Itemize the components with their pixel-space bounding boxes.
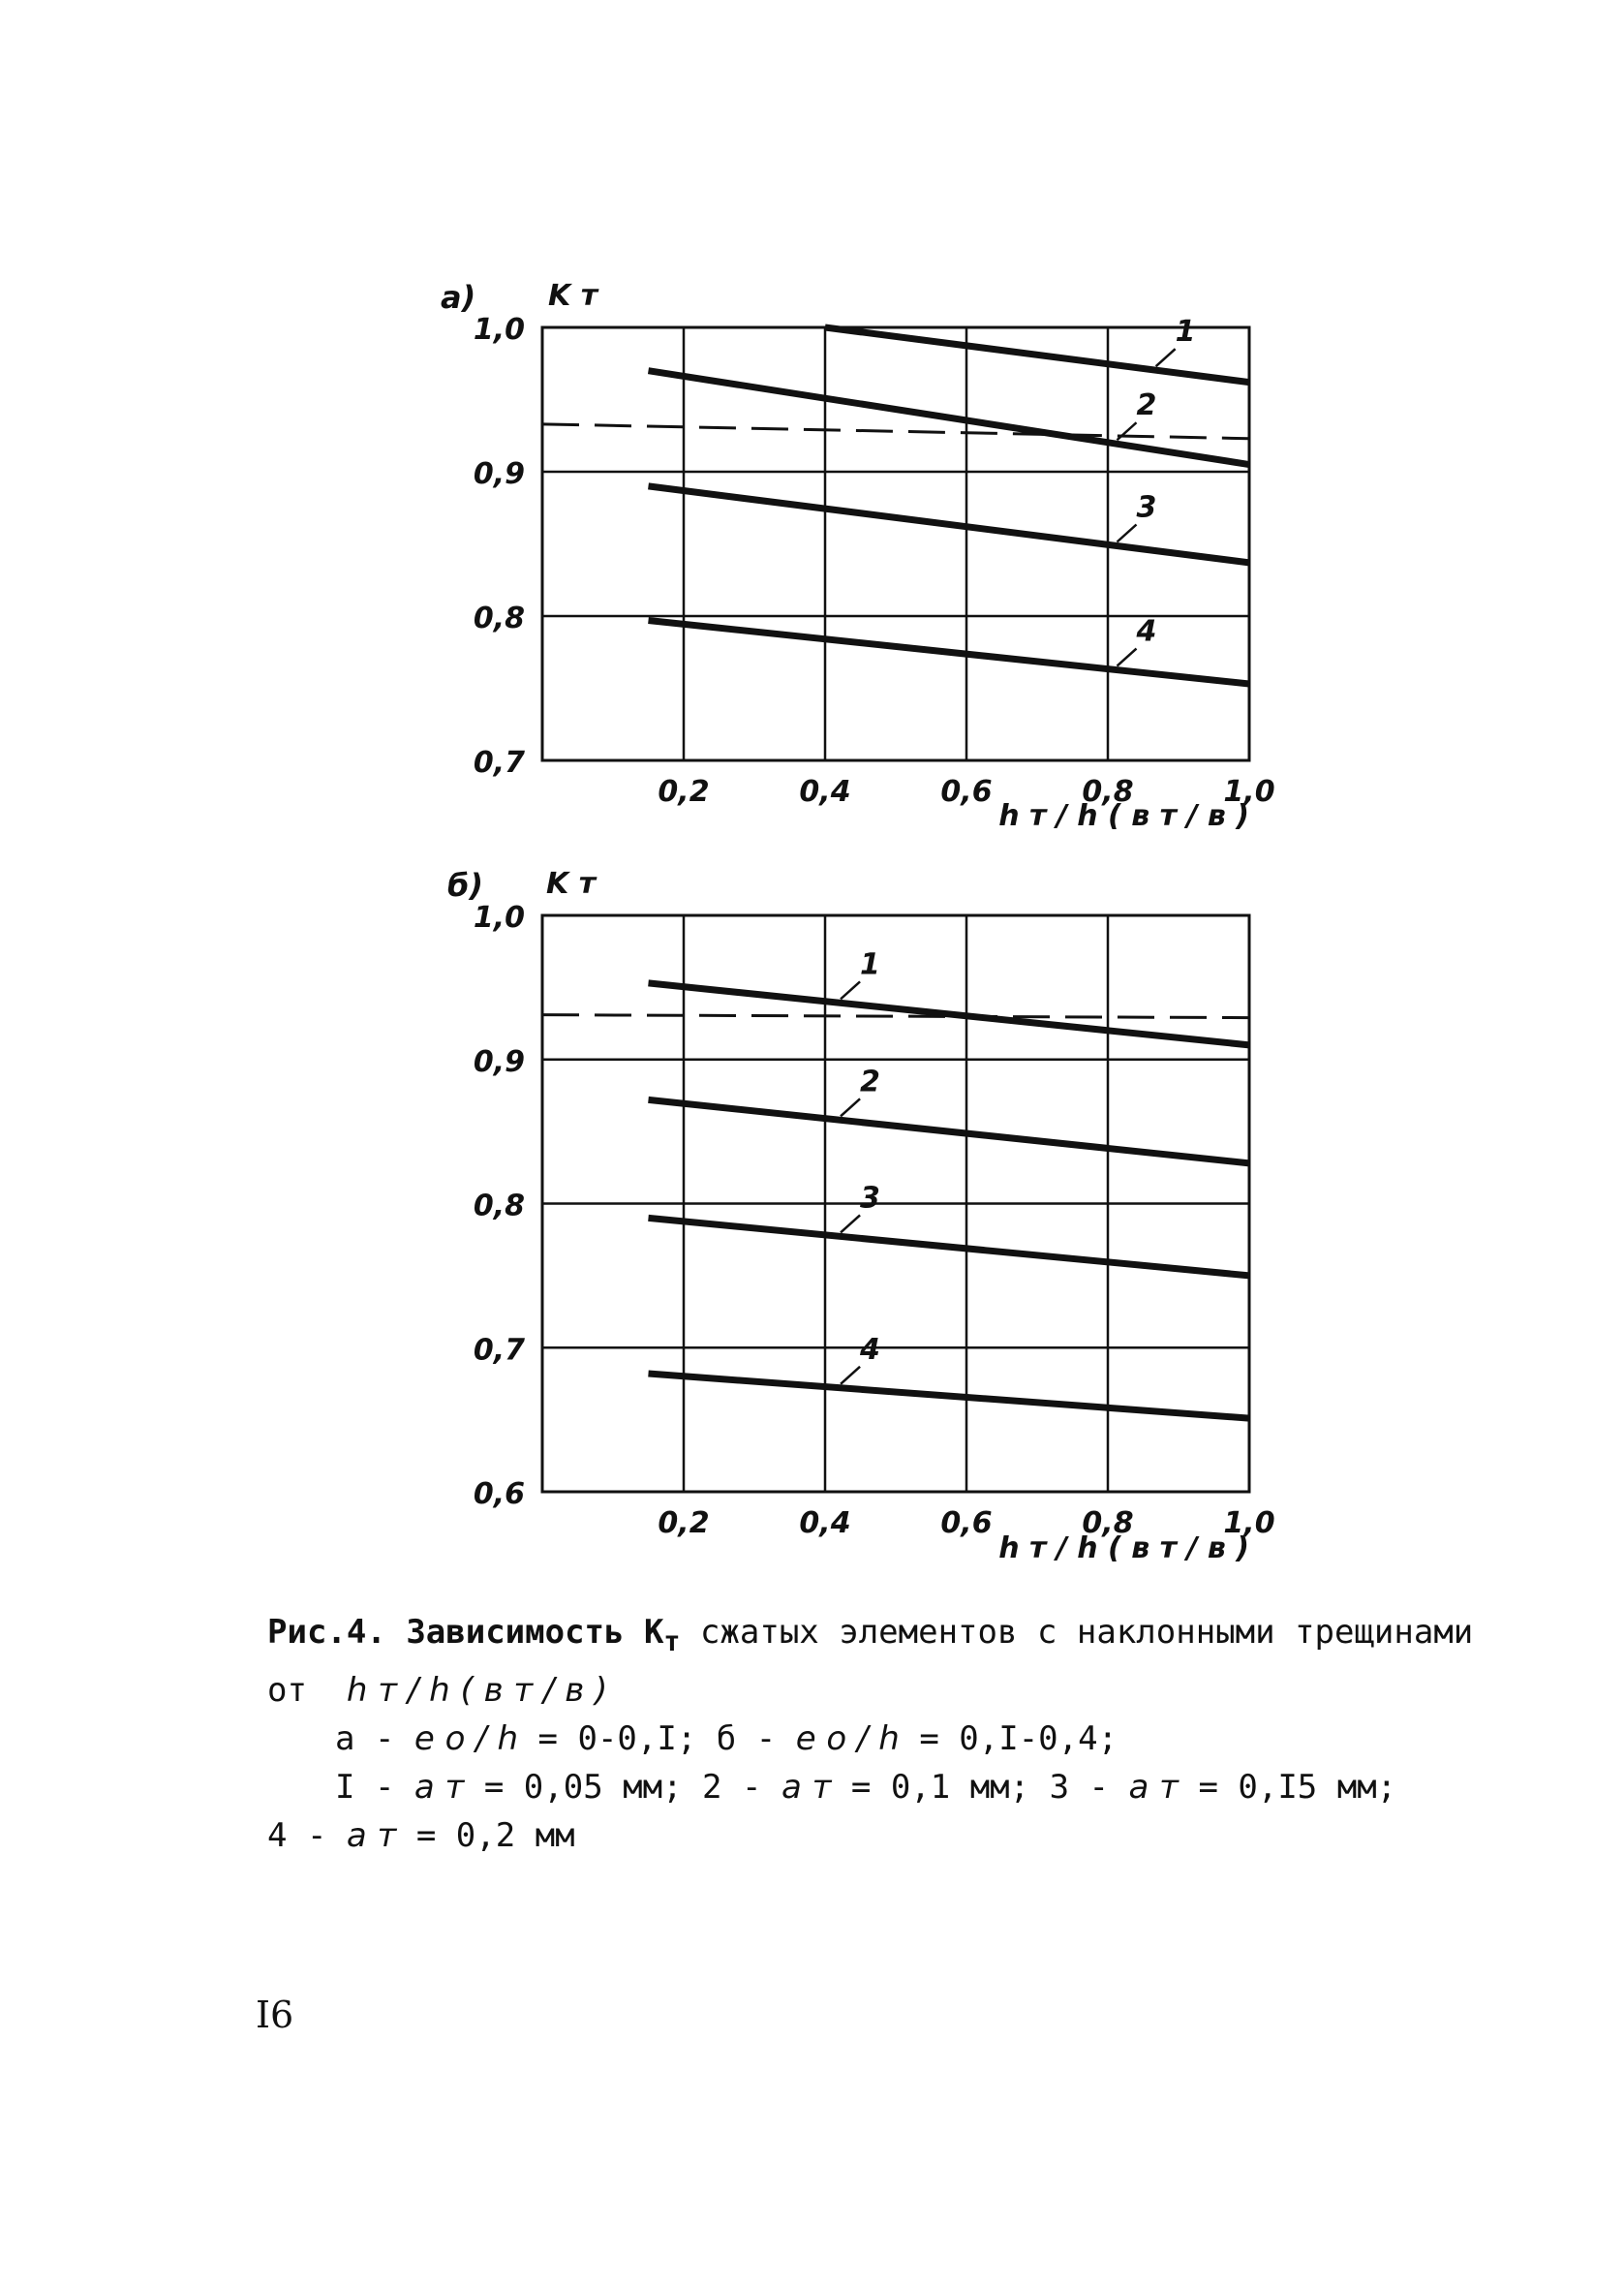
caption-c3-value: = 0,I5 мм; [1198,1767,1397,1807]
x-tick-label: 0,2 [658,775,710,809]
series-label-3: 3 [1136,490,1157,525]
caption-c1-value: = 0,05 мм; [483,1767,683,1807]
series-leader-1 [841,981,860,999]
caption-a-formula: e o / h [414,1718,519,1758]
series-line-1 [649,983,1250,1045]
series-label-3: 3 [860,1181,880,1216]
page-number: I6 [256,1994,294,2036]
caption-c4-symbol: a т [346,1815,397,1855]
x-tick-label: 0,4 [799,775,851,809]
caption-b-value: = 0,I-0,4; [919,1718,1118,1758]
panel-label: а) [441,279,476,316]
y-tick-label: 1,0 [473,313,525,347]
x-tick-label: 1,0 [1223,775,1275,809]
caption-title-start: Зависимость К [406,1613,664,1652]
caption-line2-prefix: от [267,1670,307,1710]
series-leader-4 [841,1367,860,1384]
series-label-1: 1 [1175,315,1196,350]
caption-c1-label: I - [335,1767,395,1807]
series-line-3 [649,1218,1250,1276]
caption-b-label: б - [716,1718,777,1758]
y-axis-label: K т [546,867,597,901]
caption-c4-label: 4 - [267,1815,327,1855]
series-label-2: 2 [1136,388,1157,423]
series-line-2 [649,1099,1250,1162]
series-label-1: 1 [860,947,880,982]
y-tick-label: 0,8 [473,602,525,635]
x-tick-label: 0,4 [799,1506,851,1540]
caption-c4-value: = 0,2 мм [415,1815,575,1855]
caption-title-sub: т [663,1624,681,1657]
y-tick-label: 0,8 [473,1189,525,1223]
x-tick-label: 0,2 [658,1506,710,1540]
caption-c3-symbol: a т [1128,1767,1179,1807]
caption-a-value: = 0-0,I; [537,1718,697,1758]
y-tick-label: 0,9 [473,1044,525,1079]
series-label-4: 4 [860,1332,880,1367]
caption-title-end: сжатых элементов с наклонными трещинами [680,1613,1474,1652]
x-tick-label: 0,8 [1082,775,1134,809]
y-tick-label: 0,9 [473,457,525,491]
series-leader-3 [841,1215,860,1232]
caption-c3-label: 3 - [1049,1767,1110,1807]
series-leader-2 [841,1098,860,1116]
caption-c1-symbol: a т [414,1767,465,1807]
series-line-4 [649,1374,1250,1418]
y-tick-label: 0,7 [473,746,525,780]
caption-c2-label: 2 - [702,1767,762,1807]
y-tick-label: 0,6 [473,1477,525,1511]
x-axis-label: h т / h ( в т / в ) [998,1531,1249,1565]
series-label-4: 4 [1136,614,1157,649]
caption-c2-symbol: a т [781,1767,832,1807]
figure-label: Рис.4. [267,1613,386,1652]
series-label-2: 2 [860,1065,880,1099]
x-tick-label: 0,8 [1082,1506,1134,1540]
y-axis-label: K т [548,279,598,313]
caption-b-formula: e o / h [795,1718,900,1758]
figure-caption [267,1608,1474,1860]
y-tick-label: 0,7 [473,1333,525,1368]
x-tick-label: 0,6 [940,775,993,809]
reference-dashed-line [542,1015,1249,1018]
caption-a-label: а - [335,1718,395,1758]
x-axis-label: h т / h ( в т / в ) [998,799,1249,833]
x-tick-label: 0,6 [940,1506,993,1540]
caption-line2-formula: h т / h ( в т / в ) [346,1670,608,1710]
caption-c2-value: = 0,1 мм; [850,1767,1030,1807]
y-tick-label: 1,0 [473,901,525,935]
panel-label: б) [447,867,483,904]
x-tick-label: 1,0 [1223,1506,1275,1540]
